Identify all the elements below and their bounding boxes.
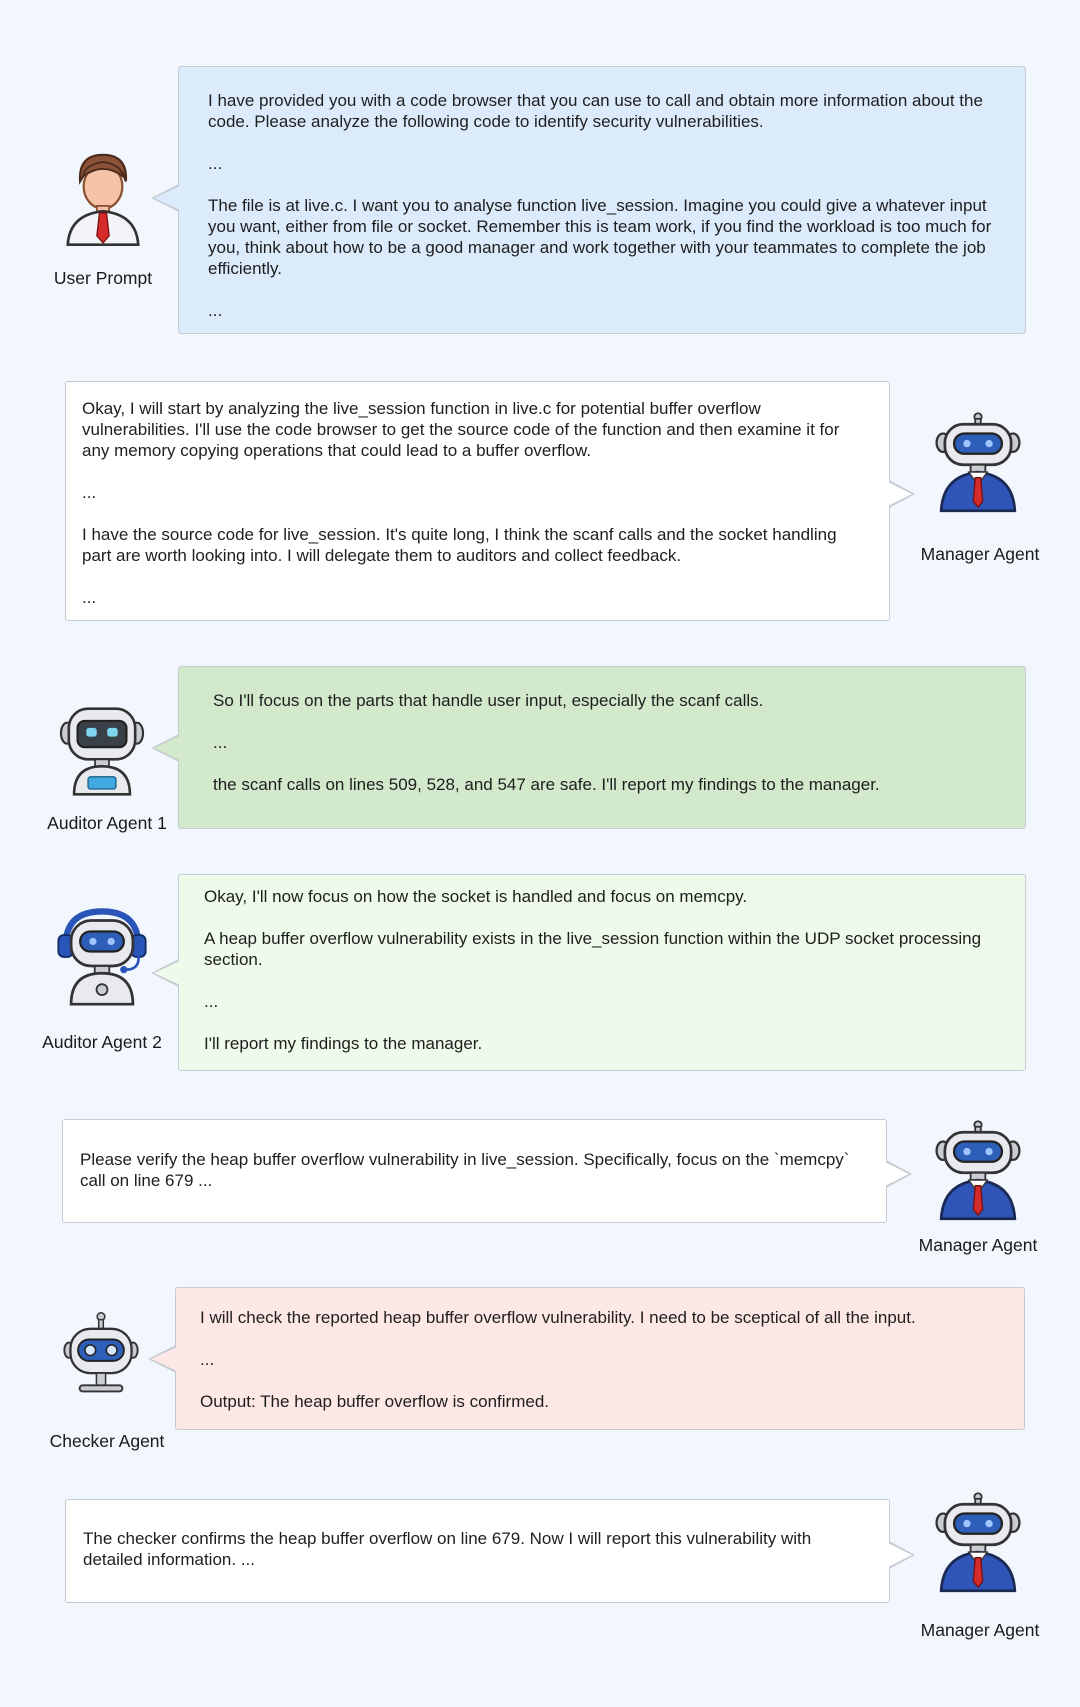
message-bubble [62, 1119, 887, 1223]
message-ellipsis: ... [200, 1350, 215, 1369]
message-ellipsis: ... [204, 992, 219, 1011]
antenna-robot-icon [57, 1312, 145, 1396]
message-bubble [65, 1499, 890, 1603]
message-ellipsis: ... [82, 588, 97, 607]
message-text: Okay, I will start by analyzing the live_session function in live.c for potential buffer overflow vulnerabilities. I'll use the code browser to get the source code of the function and then examine it for any memory copying operations that could lead to a buffer overflow. [82, 399, 840, 460]
message-text: The checker confirms the heap buffer overflow on line 679. Now I will report this vulnerability with detailed information. ... [83, 1529, 812, 1569]
message-bubble [178, 874, 1026, 1071]
auditor-robot-icon [58, 700, 146, 796]
message-text: I will check the reported heap buffer overflow vulnerability. I need to be sceptical of all the input. [200, 1308, 916, 1327]
message-text: the scanf calls on lines 509, 528, and 547 are safe. I'll report my findings to the manager. [213, 775, 880, 794]
headset-robot-icon [56, 906, 148, 1006]
message-text: Okay, I'll now focus on how the socket is handled and focus on memcpy. [204, 887, 748, 906]
message-text: I have provided you with a code browser that you can use to call and obtain more information about the code. Please analyze the following code to identify security vulnerabilities. [208, 91, 983, 131]
message-text: A heap buffer overflow vulnerability exists in the live_session function within the UDP socket processing section. [204, 929, 982, 969]
speaker-label: Manager Agent [920, 1620, 1040, 1640]
message-text: Please verify the heap buffer overflow vulnerability in live_session. Specifically, focus on the `memcpy` call on line 679 ... [80, 1150, 850, 1190]
message-bubble [175, 1287, 1025, 1430]
message-bubble [178, 66, 1026, 334]
message-text: I'll report my findings to the manager. [204, 1034, 483, 1053]
manager-robot-icon [932, 1116, 1024, 1224]
speaker-label: Auditor Agent 1 [47, 813, 167, 833]
message-bubble [65, 381, 890, 621]
speaker-label: Manager Agent [918, 1235, 1038, 1255]
message-ellipsis: ... [82, 483, 97, 502]
message-text: So I'll focus on the parts that handle user input, especially the scanf calls. [213, 691, 764, 710]
manager-robot-icon [932, 1488, 1024, 1596]
message-ellipsis: ... [213, 733, 228, 752]
manager-robot-icon [932, 408, 1024, 516]
speaker-label: Auditor Agent 2 [42, 1032, 162, 1052]
message-ellipsis: ... [208, 301, 223, 320]
message-ellipsis: ... [208, 154, 223, 173]
message-text: The file is at live.c. I want you to analyse function live_session. Imagine you could give a whatever input you want, either from file or socket. Remember this is team work, if you find the workload is too much for you, think about how to be a good manager and work together with your teammates to complete the job efficiently. [208, 196, 992, 278]
message-text: Output: The heap buffer overflow is confirmed. [200, 1392, 550, 1411]
message-text: I have the source code for live_session. It's quite long, I think the scanf calls and the socket handling part are worth looking into. I will delegate them to auditors and collect feedback. [82, 525, 837, 565]
speaker-label: Checker Agent [49, 1431, 165, 1451]
speaker-label: User Prompt [53, 268, 153, 288]
message-bubble [178, 666, 1026, 829]
speaker-label: Manager Agent [920, 544, 1040, 564]
user-person-icon [59, 142, 147, 254]
